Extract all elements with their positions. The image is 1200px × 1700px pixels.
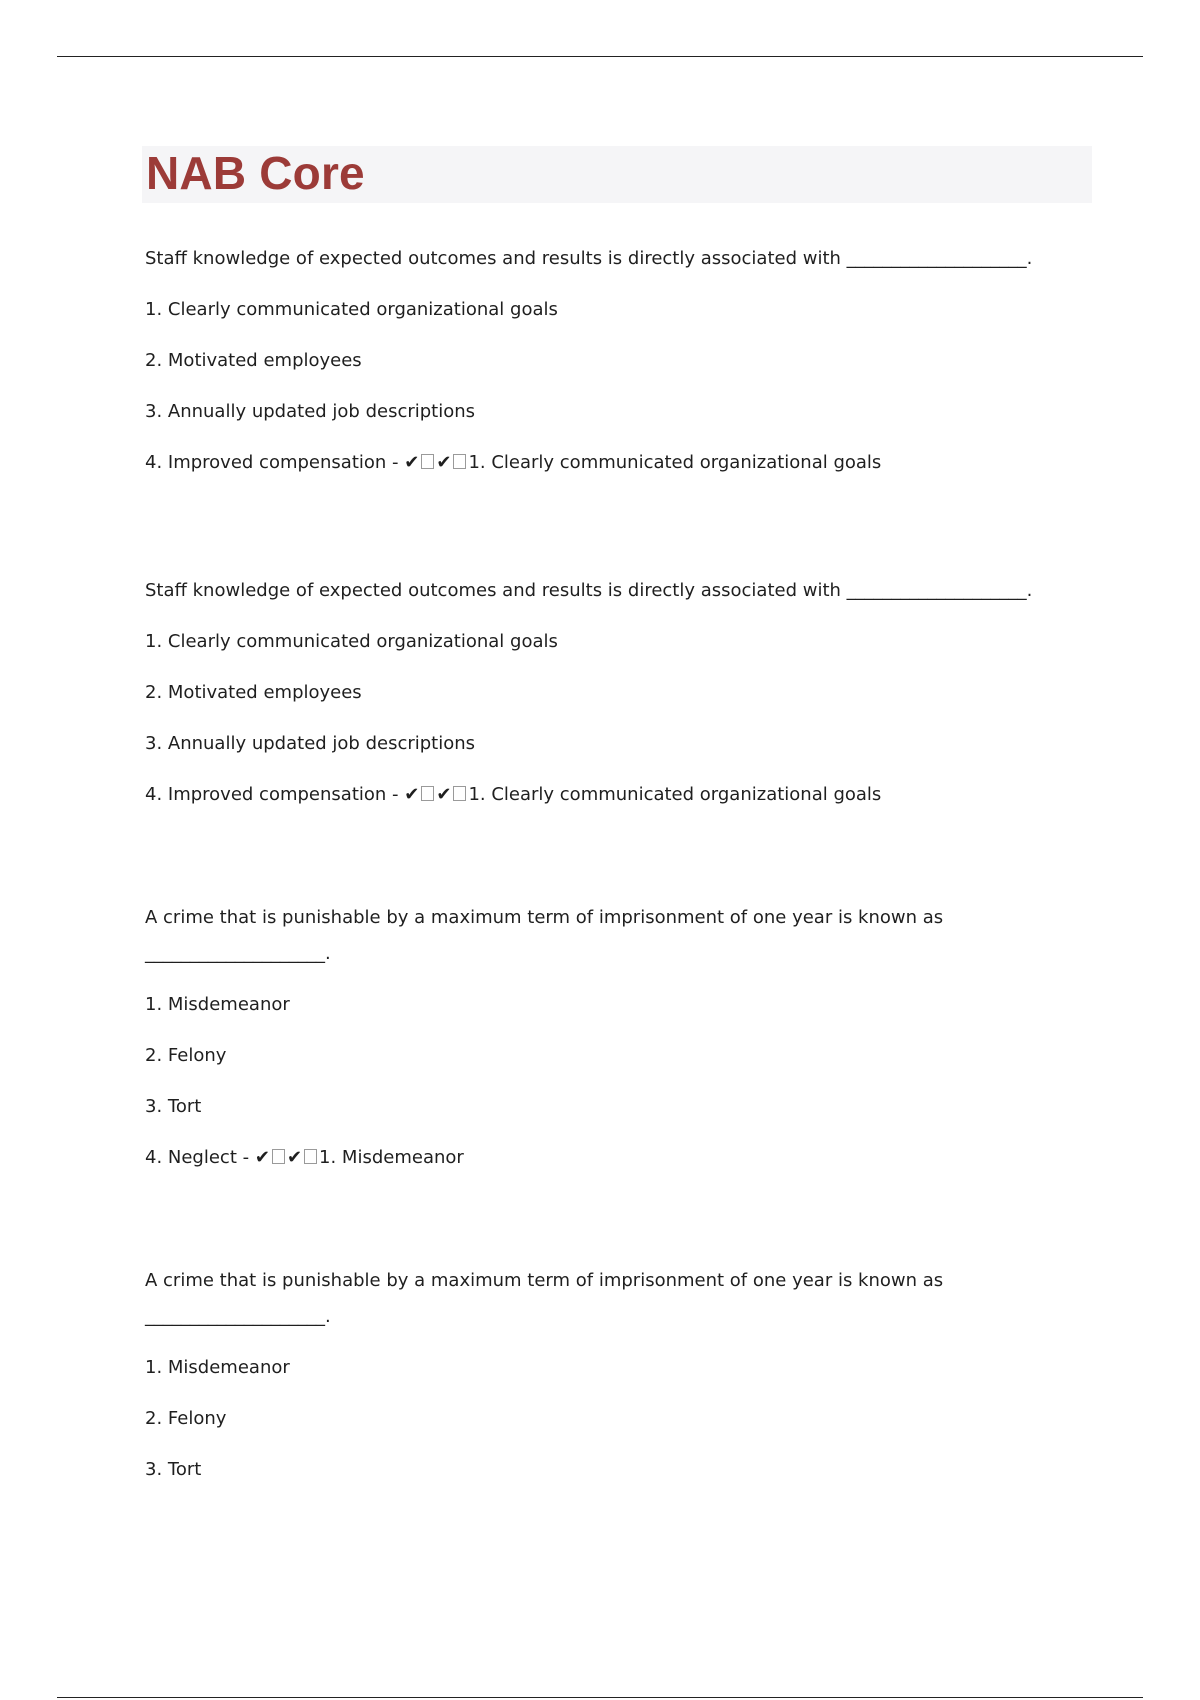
answer-blank: ____________________. <box>846 580 1033 601</box>
empty-box-icon <box>453 454 466 469</box>
question-stem: Staff knowledge of expected outcomes and results is directly associated with ____________________. <box>145 580 1033 601</box>
empty-box-icon <box>272 1149 285 1164</box>
option-2: 2. Felony <box>145 1408 227 1429</box>
option-1: 1. Misdemeanor <box>145 994 290 1015</box>
spacer <box>145 834 1065 907</box>
answer-marks <box>404 784 468 805</box>
option-3: 3. Tort <box>145 1459 202 1480</box>
header-rule <box>57 56 1143 57</box>
answer-marks <box>404 452 468 473</box>
footer-rule <box>57 1697 1143 1698</box>
option-1: 1. Misdemeanor <box>145 1357 290 1378</box>
check-mark-icon: ✔ <box>436 784 452 805</box>
correct-answer: 1. Clearly communicated organizational goals <box>468 784 882 805</box>
empty-box-icon <box>453 786 466 801</box>
option-3: 3. Annually updated job descriptions <box>145 401 476 422</box>
question-stem: A crime that is punishable by a maximum term of imprisonment of one year is known as ____________________. <box>145 1270 1065 1328</box>
question-1 <box>145 248 1065 474</box>
check-mark-icon: ✔ <box>404 784 420 805</box>
question-stem: A crime that is punishable by a maximum term of imprisonment of one year is known as ____________________. <box>145 907 1065 965</box>
option-2: 2. Felony <box>145 1045 227 1066</box>
option-1: 1. Clearly communicated organizational goals <box>145 631 558 652</box>
empty-box-icon <box>421 786 434 801</box>
check-mark-icon: ✔ <box>286 1147 303 1168</box>
answer-blank: ____________________. <box>846 248 1033 269</box>
answer-marks <box>255 1147 319 1168</box>
check-mark-icon: ✔ <box>436 452 452 473</box>
option-3: 3. Annually updated job descriptions <box>145 733 476 754</box>
question-3 <box>145 907 1065 1169</box>
spacer <box>145 502 1065 580</box>
question-stem: Staff knowledge of expected outcomes and results is directly associated with ____________________. <box>145 248 1033 269</box>
option-4-with-answer: 4. Neglect - ✔ ✔ 1. Misdemeanor <box>145 1147 464 1168</box>
spacer <box>145 1197 1065 1270</box>
option-3: 3. Tort <box>145 1096 202 1117</box>
check-mark-icon: ✔ <box>254 1147 270 1168</box>
empty-box-icon <box>304 1149 317 1164</box>
question-2 <box>145 580 1065 806</box>
correct-answer: 1. Misdemeanor <box>319 1147 464 1168</box>
correct-answer: 1. Clearly communicated organizational goals <box>468 452 882 473</box>
question-list <box>145 248 1065 1509</box>
check-mark-icon: ✔ <box>404 452 420 473</box>
option-4-with-answer: 4. Improved compensation - ✔ ✔ 1. Clearly communicated organizational goals <box>145 784 882 805</box>
document-title: NAB Core <box>146 147 365 199</box>
question-4 <box>145 1270 1065 1481</box>
option-4-with-answer: 4. Improved compensation - ✔ ✔ 1. Clearly communicated organizational goals <box>145 452 882 473</box>
answer-blank: ____________________. <box>145 1306 331 1327</box>
empty-box-icon <box>421 454 434 469</box>
option-2: 2. Motivated employees <box>145 350 362 371</box>
option-2: 2. Motivated employees <box>145 682 362 703</box>
option-1: 1. Clearly communicated organizational goals <box>145 299 558 320</box>
answer-blank: ____________________. <box>145 943 331 964</box>
